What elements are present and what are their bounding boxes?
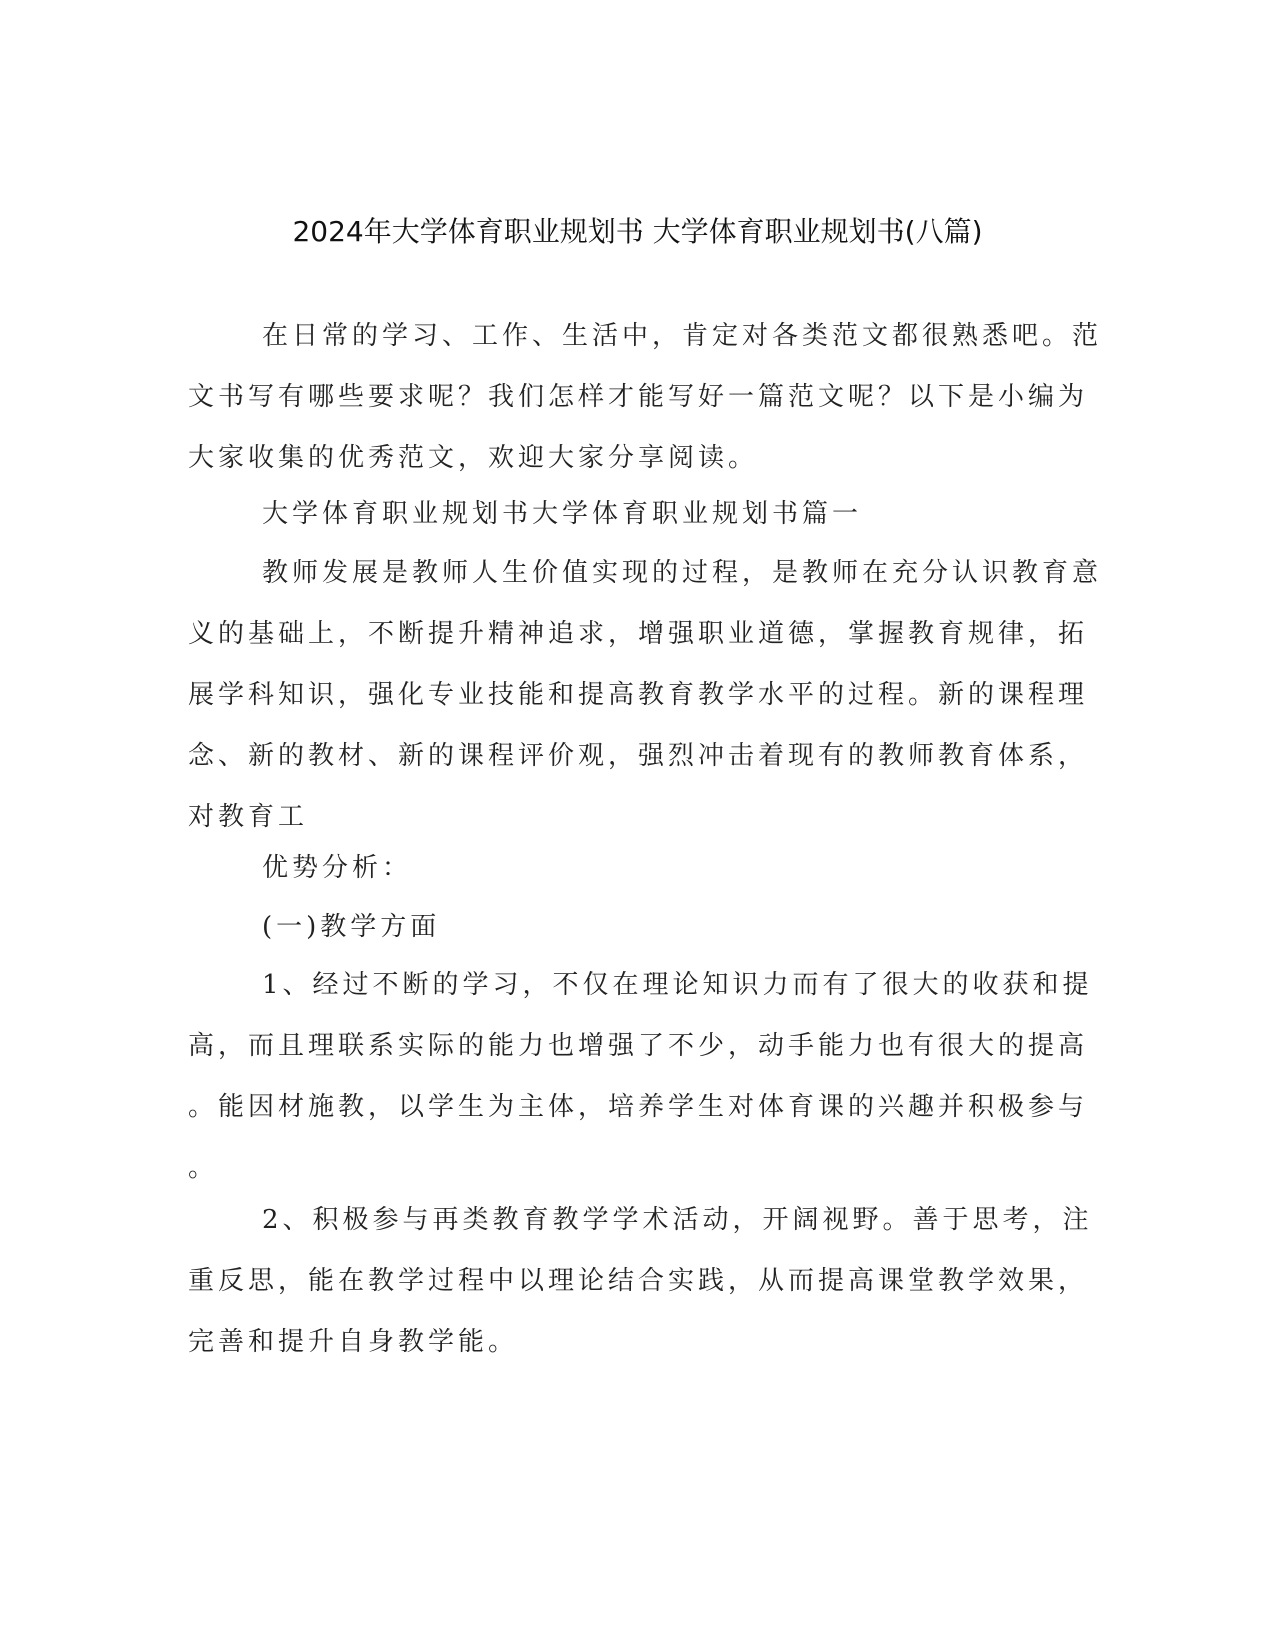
paragraph-line: 完善和提升自身教学能。: [188, 1327, 519, 1357]
paragraph-line: 1、经过不断的学习，不仅在理论知识力而有了很大的收获和提: [262, 970, 1093, 1000]
paragraph-line: 念、新的教材、新的课程评价观，强烈冲击着现有的教师教育体系，: [188, 741, 1089, 771]
paragraph-line: 教师发展是教师人生价值实现的过程，是教师在充分认识教育意: [262, 558, 1103, 588]
paragraph-line: 重反思，能在教学过程中以理论结合实践，从而提高课堂教学效果，: [188, 1266, 1089, 1296]
document-title: 2024年大学体育职业规划书 大学体育职业规划书(八篇): [292, 215, 983, 248]
paragraph-line: 高，而且理联系实际的能力也增强了不少，动手能力也有很大的提高: [188, 1031, 1089, 1061]
paragraph-line: 义的基础上，不断提升精神追求，增强职业道德，掌握教育规律，拓: [188, 619, 1089, 649]
paragraph-line: 。能因材施教，以学生为主体，培养学生对体育课的兴趣并积极参与: [188, 1092, 1089, 1122]
paragraph-strength-analysis: [188, 838, 1070, 899]
paragraph-line: 对教育工: [188, 802, 309, 832]
paragraph-line: 展学科知识，强化专业技能和提高教育教学水平的过程。新的课程理: [188, 680, 1089, 710]
list-item-2: [188, 1190, 1093, 1373]
paragraph-line: 文书写有哪些要求呢？我们怎样才能写好一篇范文呢？以下是小编为: [188, 382, 1089, 412]
paragraph-line: 大家收集的优秀范文，欢迎大家分享阅读。: [188, 443, 759, 473]
paragraph-line: 优势分析：: [262, 853, 413, 883]
paragraph-line: 。: [188, 1153, 219, 1183]
section-heading: [188, 484, 1070, 545]
paragraph-line: 在日常的学习、工作、生活中，肯定对各类范文都很熟悉吧。范: [262, 321, 1103, 351]
list-item-1: [188, 955, 1093, 1199]
subsection-heading: [188, 897, 1070, 958]
paragraph-line: 2、积极参与再类教育教学学术活动，开阔视野。善于思考，注: [262, 1205, 1093, 1235]
paragraph-line: (一)教学方面: [262, 912, 441, 942]
paragraph-line: 大学体育职业规划书大学体育职业规划书篇一: [262, 499, 863, 529]
paragraph-teacher-development: [188, 543, 1103, 848]
paragraph-intro: [188, 306, 1103, 489]
